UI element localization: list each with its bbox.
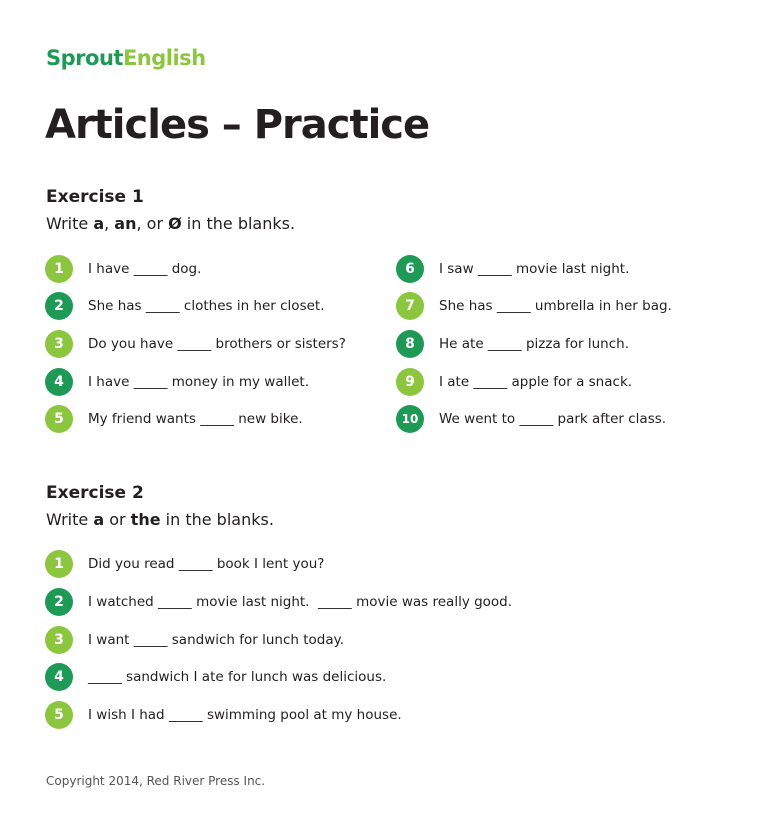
instruction-text: in the blanks. <box>181 214 296 233</box>
item-sentence: I have _____ dog. <box>88 261 202 277</box>
item-number-badge: 7 <box>396 292 424 320</box>
item-number-badge: 5 <box>45 405 73 433</box>
exercise-1-item-6 <box>396 255 629 283</box>
item-number-badge: 2 <box>45 292 73 320</box>
item-number-badge: 2 <box>45 588 73 616</box>
item-number-badge: 10 <box>396 405 424 433</box>
option-a: a <box>93 510 105 529</box>
item-sentence: We went to _____ park after class. <box>439 411 667 427</box>
exercise-1-instruction <box>46 214 295 233</box>
exercise-2-item-5 <box>45 701 402 729</box>
brand-logo <box>46 46 206 70</box>
item-number-badge: 5 <box>45 701 73 729</box>
exercise-1-item-4 <box>45 368 309 396</box>
exercise-1-item-7 <box>396 292 672 320</box>
brand-part-1: Sprout <box>46 46 123 70</box>
item-sentence: She has _____ umbrella in her bag. <box>439 298 672 314</box>
exercise-2-item-4 <box>45 663 386 691</box>
item-number-badge: 8 <box>396 330 424 358</box>
item-sentence: I wish I had _____ swimming pool at my house. <box>88 707 402 723</box>
option-a: a <box>93 214 105 233</box>
item-sentence: I ate _____ apple for a snack. <box>439 374 633 390</box>
item-sentence: She has _____ clothes in her closet. <box>88 298 325 314</box>
item-number-badge: 4 <box>45 368 73 396</box>
option-the: the <box>130 510 161 529</box>
exercise-1-heading: Exercise 1 <box>46 187 144 207</box>
option-zero: Ø <box>168 214 182 233</box>
exercise-2-instruction <box>46 510 274 529</box>
instruction-text: in the blanks. <box>160 510 274 529</box>
item-sentence: I saw _____ movie last night. <box>439 261 630 277</box>
exercise-1-item-9 <box>396 368 632 396</box>
item-number-badge: 3 <box>45 626 73 654</box>
brand-part-2: English <box>122 46 206 70</box>
item-sentence: I want _____ sandwich for lunch today. <box>88 632 344 648</box>
item-sentence: Did you read _____ book I lent you? <box>88 556 325 572</box>
exercise-2-item-2 <box>45 588 512 616</box>
option-an: an <box>114 214 137 233</box>
instruction-sep: or <box>104 510 131 529</box>
item-number-badge: 1 <box>45 550 73 578</box>
item-number-badge: 9 <box>396 368 424 396</box>
page-title: Articles – Practice <box>45 102 430 148</box>
item-sentence: Do you have _____ brothers or sisters? <box>88 336 346 352</box>
exercise-1-item-8 <box>396 330 629 358</box>
item-number-badge: 6 <box>396 255 424 283</box>
item-sentence: I watched _____ movie last night. _____ movie was really good. <box>88 594 513 610</box>
item-number-badge: 1 <box>45 255 73 283</box>
instruction-text: Write <box>46 510 94 529</box>
copyright-footer: Copyright 2014, Red River Press Inc. <box>46 774 266 788</box>
instruction-text: Write <box>46 214 94 233</box>
item-sentence: _____ sandwich I ate for lunch was delicious. <box>88 669 387 685</box>
exercise-1-item-5 <box>45 405 303 433</box>
item-sentence: I have _____ money in my wallet. <box>88 374 310 390</box>
item-number-badge: 4 <box>45 663 73 691</box>
exercise-1-item-3 <box>45 330 346 358</box>
exercise-1-item-10 <box>396 405 666 433</box>
exercise-1-item-1 <box>45 255 201 283</box>
exercise-2-heading: Exercise 2 <box>46 483 144 503</box>
exercise-2-item-1 <box>45 550 324 578</box>
instruction-sep: , <box>104 214 115 233</box>
exercise-1-item-2 <box>45 292 325 320</box>
item-sentence: My friend wants _____ new bike. <box>88 411 303 427</box>
exercise-2-item-3 <box>45 626 344 654</box>
item-number-badge: 3 <box>45 330 73 358</box>
instruction-sep: , or <box>136 214 169 233</box>
item-sentence: He ate _____ pizza for lunch. <box>439 336 629 352</box>
